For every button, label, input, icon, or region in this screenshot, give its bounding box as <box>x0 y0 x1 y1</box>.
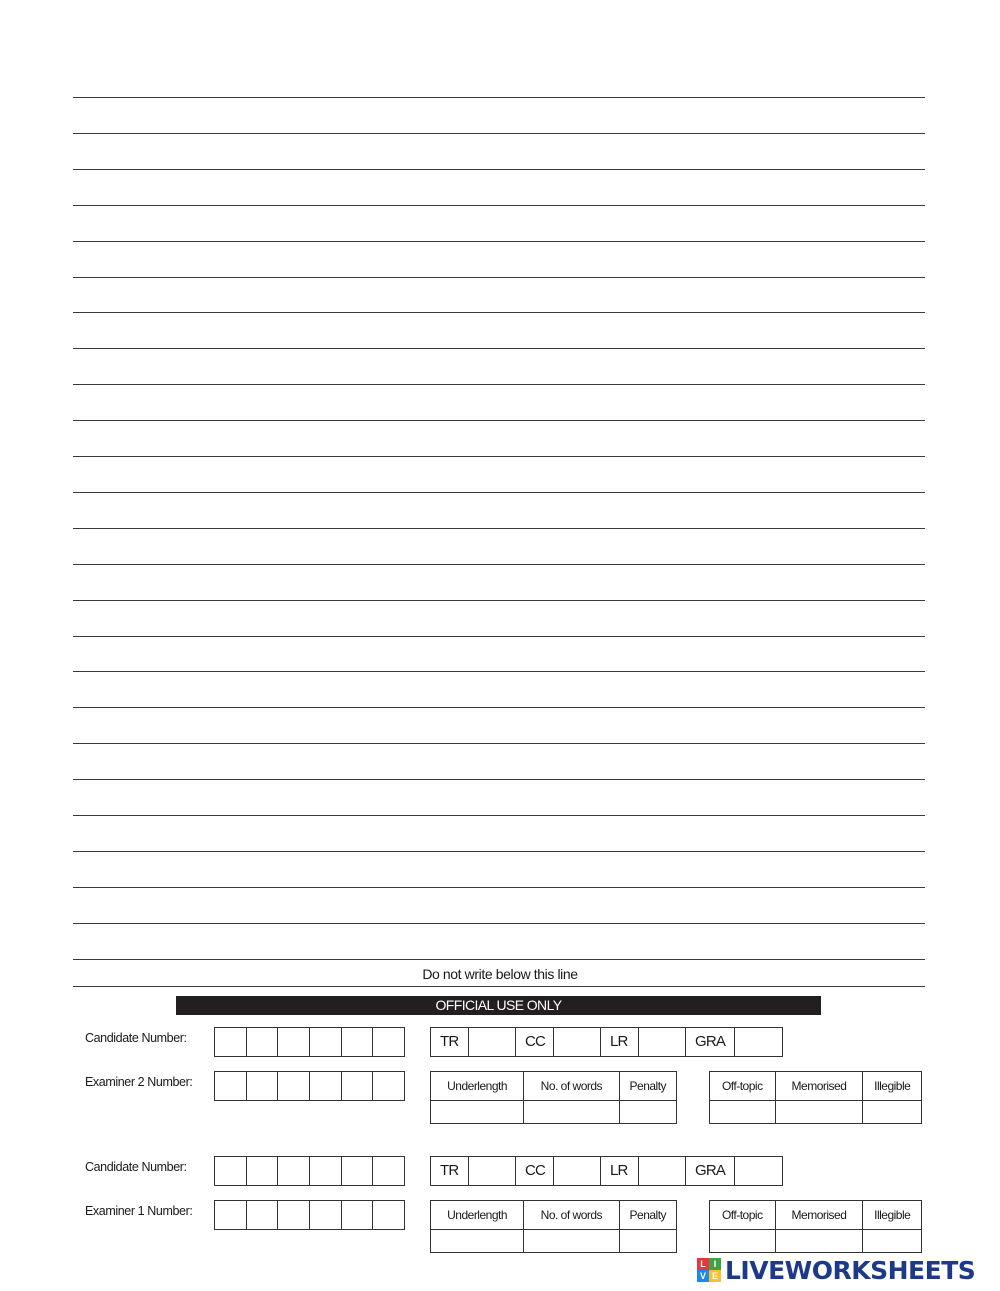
penalty-cell[interactable] <box>619 1230 676 1253</box>
score-box-tr[interactable] <box>468 1028 516 1056</box>
digit-box[interactable] <box>341 1072 373 1100</box>
score-box-gra[interactable] <box>734 1157 781 1185</box>
writing-line <box>73 887 925 888</box>
score-label-cc: CC <box>525 1033 546 1050</box>
digit-box[interactable] <box>277 1157 309 1185</box>
candidate-number-label: Candidate Number: <box>85 1031 187 1045</box>
digit-box[interactable] <box>215 1072 246 1100</box>
off-topic-header: Off-topic <box>710 1201 776 1230</box>
digit-box[interactable] <box>309 1028 341 1056</box>
logo-block: E <box>709 1270 721 1282</box>
memorised-cell[interactable] <box>775 1230 863 1253</box>
memorised-cell[interactable] <box>775 1101 863 1124</box>
logo-text: LIVEWORKSHEETS <box>725 1255 976 1285</box>
illegible-header: Illegible <box>863 1072 922 1101</box>
examiner-number-label: Examiner 2 Number: <box>85 1075 193 1089</box>
examiner-number-boxes[interactable] <box>214 1200 405 1230</box>
underlength-header: Underlength <box>431 1201 524 1230</box>
penalty-header: Penalty <box>619 1072 676 1101</box>
score-boxes <box>430 1027 783 1057</box>
penalty-table <box>430 1071 677 1124</box>
writing-line <box>73 133 925 134</box>
logo-block: I <box>709 1258 721 1270</box>
writing-line <box>73 528 925 529</box>
digit-box[interactable] <box>246 1157 278 1185</box>
digit-box[interactable] <box>341 1157 373 1185</box>
word-count-cell[interactable] <box>524 1230 619 1253</box>
score-label-gra: GRA <box>695 1033 726 1050</box>
score-label-lr: LR <box>610 1162 628 1179</box>
writing-line <box>73 923 925 924</box>
score-box-lr[interactable] <box>638 1157 686 1185</box>
writing-line <box>73 815 925 816</box>
score-box-cc[interactable] <box>553 1157 601 1185</box>
digit-box[interactable] <box>215 1201 246 1229</box>
score-box-tr[interactable] <box>468 1157 516 1185</box>
digit-box[interactable] <box>309 1157 341 1185</box>
logo-block: L <box>697 1258 709 1270</box>
candidate-number-boxes[interactable] <box>214 1027 405 1057</box>
off-topic-header: Off-topic <box>710 1072 776 1101</box>
digit-box[interactable] <box>309 1072 341 1100</box>
digit-box[interactable] <box>372 1028 404 1056</box>
off-topic-cell[interactable] <box>710 1101 776 1124</box>
digit-box[interactable] <box>341 1201 373 1229</box>
writing-line <box>73 241 925 242</box>
writing-line <box>73 564 925 565</box>
illegible-header: Illegible <box>863 1201 922 1230</box>
penalty-header: Penalty <box>619 1201 676 1230</box>
live-blocks-icon <box>697 1258 721 1282</box>
liveworksheets-logo <box>697 1256 975 1284</box>
digit-box[interactable] <box>372 1201 404 1229</box>
flags-table <box>709 1200 922 1253</box>
score-box-lr[interactable] <box>638 1028 686 1056</box>
underlength-header: Underlength <box>431 1072 524 1101</box>
digit-box[interactable] <box>372 1157 404 1185</box>
digit-box[interactable] <box>309 1201 341 1229</box>
logo-block: V <box>697 1270 709 1282</box>
writing-line <box>73 636 925 637</box>
illegible-cell[interactable] <box>863 1230 922 1253</box>
writing-line <box>73 277 925 278</box>
digit-box[interactable] <box>215 1157 246 1185</box>
score-box-gra[interactable] <box>734 1028 781 1056</box>
writing-line <box>73 384 925 385</box>
writing-line <box>73 169 925 170</box>
writing-line <box>73 851 925 852</box>
digit-box[interactable] <box>372 1072 404 1100</box>
score-boxes <box>430 1156 783 1186</box>
writing-line <box>73 600 925 601</box>
word-count-header: No. of words <box>524 1201 619 1230</box>
examiner-number-boxes[interactable] <box>214 1071 405 1101</box>
divider-line <box>73 986 925 987</box>
digit-box[interactable] <box>341 1028 373 1056</box>
digit-box[interactable] <box>215 1028 246 1056</box>
score-box-cc[interactable] <box>553 1028 601 1056</box>
writing-line <box>73 707 925 708</box>
penalty-table <box>430 1200 677 1253</box>
examiner-number-label: Examiner 1 Number: <box>85 1204 193 1218</box>
writing-line <box>73 205 925 206</box>
writing-line <box>73 97 925 98</box>
writing-line <box>73 348 925 349</box>
writing-line <box>73 456 925 457</box>
memorised-header: Memorised <box>775 1072 863 1101</box>
digit-box[interactable] <box>246 1072 278 1100</box>
writing-line <box>73 959 925 960</box>
digit-box[interactable] <box>277 1072 309 1100</box>
writing-line <box>73 312 925 313</box>
writing-line <box>73 492 925 493</box>
candidate-number-label: Candidate Number: <box>85 1160 187 1174</box>
candidate-number-boxes[interactable] <box>214 1156 405 1186</box>
penalty-cell[interactable] <box>619 1101 676 1124</box>
digit-box[interactable] <box>246 1028 278 1056</box>
word-count-header: No. of words <box>524 1072 619 1101</box>
memorised-header: Memorised <box>775 1201 863 1230</box>
digit-box[interactable] <box>246 1201 278 1229</box>
writing-line <box>73 779 925 780</box>
off-topic-cell[interactable] <box>710 1230 776 1253</box>
score-label-lr: LR <box>610 1033 628 1050</box>
official-use-banner: OFFICIAL USE ONLY <box>176 996 821 1015</box>
writing-line <box>73 743 925 744</box>
score-label-tr: TR <box>440 1162 459 1179</box>
score-label-cc: CC <box>525 1162 546 1179</box>
score-label-gra: GRA <box>695 1162 726 1179</box>
score-label-tr: TR <box>440 1033 459 1050</box>
underlength-cell[interactable] <box>431 1101 524 1124</box>
digit-box[interactable] <box>277 1201 309 1229</box>
illegible-cell[interactable] <box>863 1101 922 1124</box>
flags-table <box>709 1071 922 1124</box>
underlength-cell[interactable] <box>431 1230 524 1253</box>
do-not-write-notice: Do not write below this line <box>422 966 578 982</box>
digit-box[interactable] <box>277 1028 309 1056</box>
writing-line <box>73 420 925 421</box>
word-count-cell[interactable] <box>524 1101 619 1124</box>
writing-line <box>73 671 925 672</box>
